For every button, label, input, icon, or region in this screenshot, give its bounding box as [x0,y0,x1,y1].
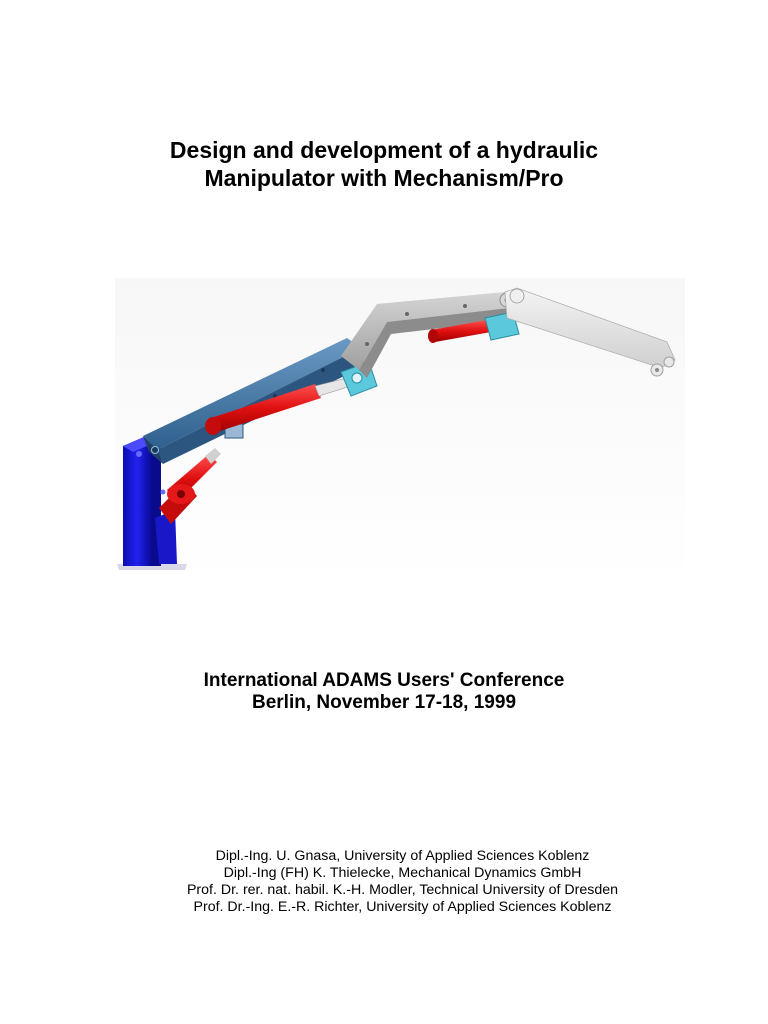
title-line-2: Manipulator with Mechanism/Pro [204,165,564,191]
conference-name: International ADAMS Users' Conference [203,670,565,691]
author-line: Dipl.-Ing (FH) K. Thielecke, Mechanical Dynamics GmbH [223,865,582,881]
author-list [0,848,768,916]
author-line: Dipl.-Ing. U. Gnasa, University of Applied Sciences Koblenz [215,848,590,864]
conference-info [0,670,768,714]
manipulator-figure [115,278,685,583]
author-line: Prof. Dr. rer. nat. habil. K.-H. Modler, Technical University of Dresden [186,882,619,898]
manipulator-illustration [115,278,685,583]
title-line-1: Design and development of a hydraulic [169,137,599,163]
conference-place-date: Berlin, November 17-18, 1999 [251,692,517,713]
paper-title [0,136,768,192]
author-line: Prof. Dr.-Ing. E.-R. Richter, University of Applied Sciences Koblenz [193,899,612,915]
